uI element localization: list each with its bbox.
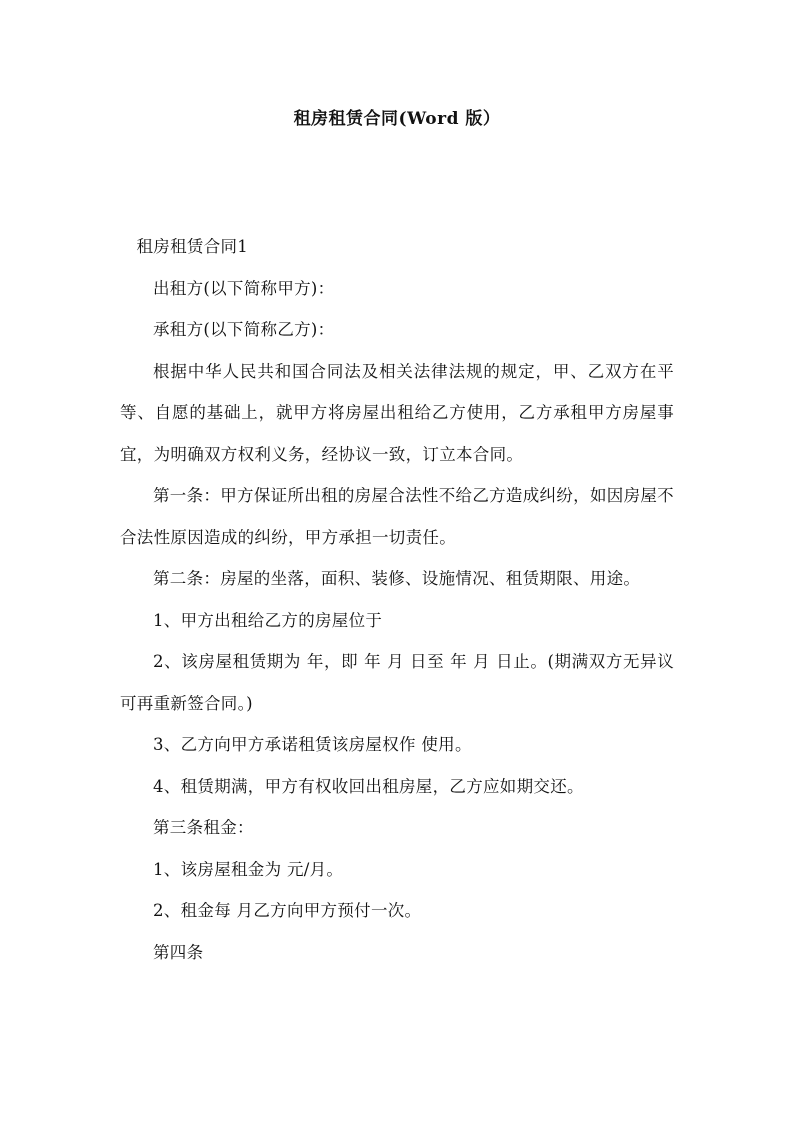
paragraph-article-2-item-2: 2、该房屋租赁期为 年，即 年 月 日至 年 月 日止。(期满双方无异议可再重新签合同。) bbox=[120, 652, 674, 713]
document-body bbox=[120, 226, 674, 973]
paragraph-article-2-item-4: 4、租赁期满，甲方有权收回出租房屋，乙方应如期交还。 bbox=[153, 776, 584, 796]
paragraph-article-3-item-2: 2、租金每 月乙方向甲方预付一次。 bbox=[153, 901, 422, 920]
paragraph-lessor: 出租方(以下简称甲方)： bbox=[153, 278, 335, 298]
section-heading: 租房租赁合同1 bbox=[136, 237, 249, 256]
paragraph-lessee: 承租方(以下简称乙方)： bbox=[153, 320, 335, 339]
paragraph-article-3-item-1: 1、该房屋租金为 元/月。 bbox=[153, 859, 344, 879]
paragraph-article-1: 第一条：甲方保证所出租的房屋合法性不给乙方造成纠纷，如因房屋不合法性原因造成的纠纷，甲方承担一切责任。 bbox=[120, 486, 674, 547]
paragraph-article-3: 第三条租金： bbox=[153, 818, 254, 837]
document-title: 租房租赁合同(Word 版） bbox=[293, 109, 501, 129]
paragraph-article-2-item-3: 3、乙方向甲方承诺租赁该房屋权作 使用。 bbox=[153, 735, 472, 754]
paragraph-article-2-item-1: 1、甲方出租给乙方的房屋位于 bbox=[153, 610, 383, 630]
paragraph-article-4: 第四条 bbox=[153, 942, 204, 962]
paragraph-article-2: 第二条：房屋的坐落，面积、装修、设施情况、租赁期限、用途。 bbox=[153, 569, 641, 588]
paragraph-preamble: 根据中华人民共和国合同法及相关法律法规的规定，甲、乙双方在平等、自愿的基础上，就甲方将房屋出租给乙方使用，乙方承租甲方房屋事宜，为明确双方权利义务，经协议一致，订立本合同。 bbox=[120, 361, 674, 464]
